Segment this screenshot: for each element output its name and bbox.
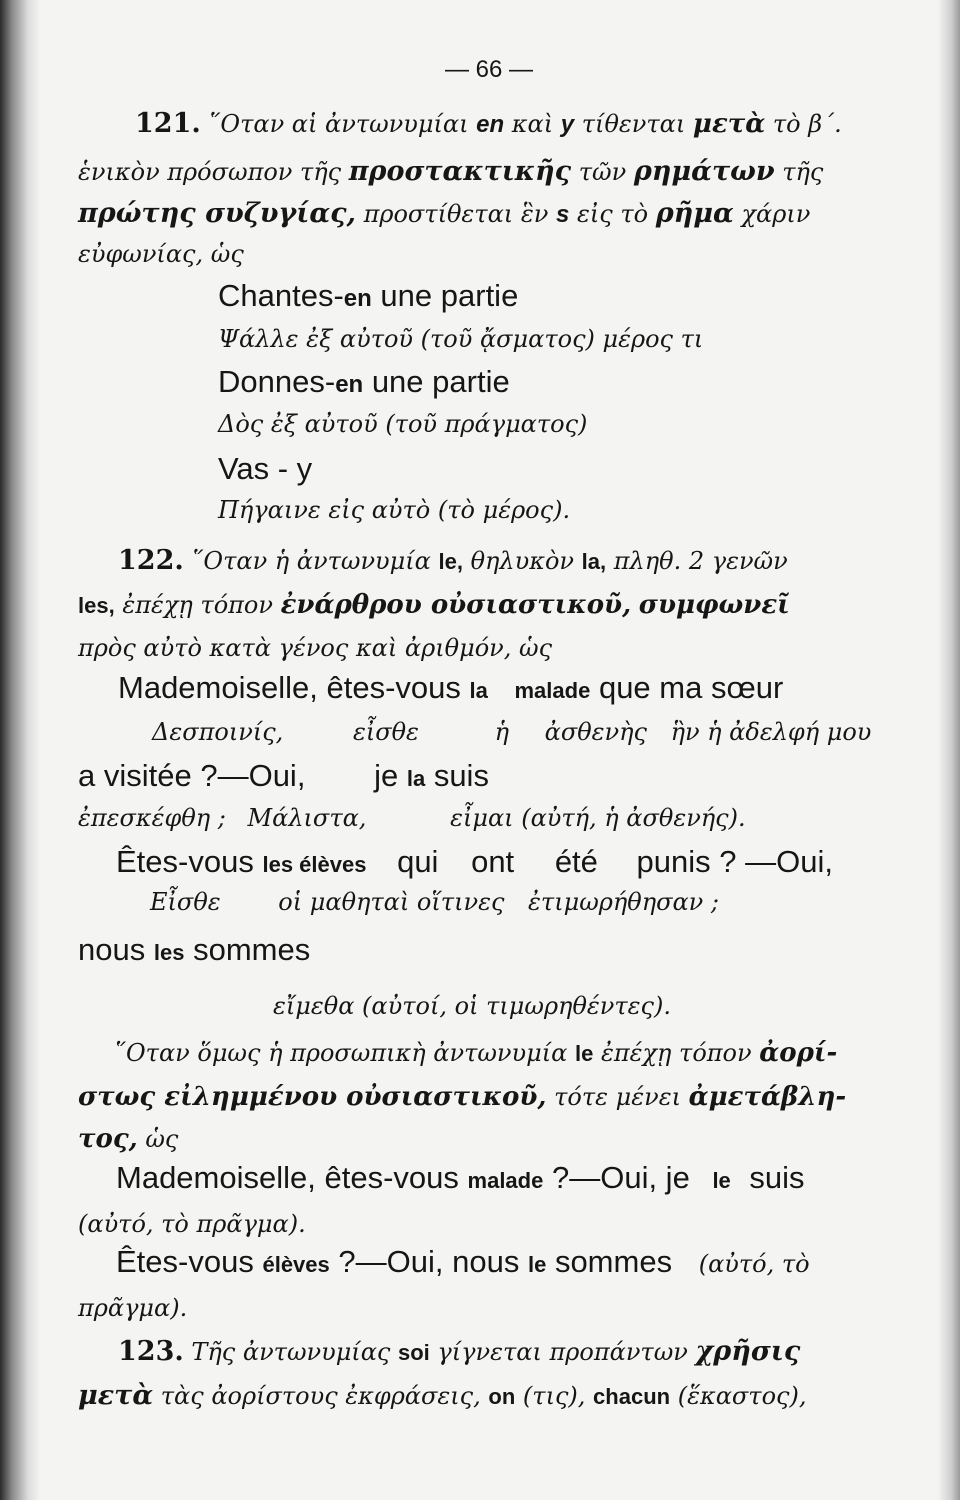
text: εἶσθε [352,718,419,746]
text: (τις), [522,1382,586,1410]
text: καὶ [511,110,554,138]
s121-line-1 [135,110,842,137]
term-on: on [488,1384,516,1409]
emphasis: ρῆμα [655,198,734,229]
text: τὰς ἀορίστους ἐκφράσεις, [160,1382,481,1410]
s122-line-1 [118,547,788,574]
s122-line-3: πρὸς αὐτὸ κατὰ γένος καὶ ἀριθμόν, ὡς [78,634,553,662]
text: ἣν ἡ ἀδελφή μου [670,718,872,746]
s121-example-2-fr [218,366,510,397]
term-y: y [560,111,575,138]
text: je [374,758,399,793]
s122-example-3-fr [116,846,833,877]
s122-para2-line-3 [78,1126,178,1152]
emphasis: χρῆσις [695,1336,801,1367]
text: τῆς [782,158,824,186]
text: γίγνεται προπάντων [437,1338,688,1366]
section-number-123: 123. [118,1336,184,1367]
text: ?—Oui, je [551,1160,690,1195]
text: ὡς [145,1125,179,1153]
term-malade: malade [467,1168,544,1193]
s122-example-2-fr [78,760,489,791]
text: τῶν [578,158,627,186]
term-le: le [527,1252,547,1277]
text: punis ? —Oui, [636,844,833,879]
s122-example-3-gr [150,890,719,914]
text: ἐπεσκέφθη ; [78,804,226,832]
s122-example-5-gr: (αὐτό, τὸ πρᾶγμα). [78,1210,306,1238]
text: χάριν [741,200,811,228]
text: εἶμαι (αὐτή, ἡ ἀσθενής). [450,804,746,832]
s121-example-1-gr: Ψάλλε ἐξ αὐτοῦ (τοῦ ᾄσματος) μέρος τι [218,325,704,353]
term-la: la, [581,549,607,574]
s122-example-2-gr [78,806,746,830]
emphasis: συμφωνεῖ [638,590,790,620]
text: οἱ μαθηταὶ οἵτινες [278,888,505,916]
term-en: en [335,371,364,398]
text: Μάλιστα, [247,804,367,832]
text: ἡ [494,718,509,746]
text: une partie [363,364,510,399]
text: ῞Οταν αἱ ἀντωνυμίαι [208,110,469,138]
text: τὸ β΄. [772,110,842,138]
text: Mademoiselle, êtes-vous [116,1160,459,1195]
emphasis: μετὰ [692,109,766,139]
emphasis: ἀμετάβλη- [688,1082,847,1112]
section-number-122: 122. [118,545,184,576]
term-malade: malade [514,678,591,703]
text: été [554,844,598,879]
term-les: les, [78,593,115,618]
text: ἀσθενὴς [544,718,647,746]
s121-line-4: εὐφωνίας, ὡς [78,240,244,268]
page-edge-shadow [938,0,960,1500]
term-le: le, [438,549,463,574]
text: Êtes-vous [116,844,254,879]
term-les-eleves: les élèves [262,852,367,877]
text: τίθενται [581,110,686,138]
text: ἐπέχῃ τόπον [122,591,273,619]
s123-line-2 [78,1382,806,1409]
text: une partie [371,278,519,313]
text: πληθ. 2 γενῶν [613,547,788,575]
text: (ἕκαστος), [677,1382,807,1410]
text: Δεσποινίς, [152,718,284,746]
s121-example-3-fr: Vas - y [218,451,313,486]
text: ?—Oui, nous [338,1244,520,1279]
emphasis: μετὰ [78,1380,154,1411]
book-spine-shadow [0,0,40,1500]
term-en: en [343,285,372,312]
s122-example-4-fr [78,934,310,965]
text: Donnes- [218,364,336,399]
term-s: s [555,201,570,228]
text: ἐπέχῃ τόπον [600,1039,752,1067]
text: Εἶσθε [150,888,221,916]
term-le: le [712,1168,731,1193]
emphasis: ἀορί- [759,1038,838,1068]
text: προστίθεται ἓν [363,200,549,228]
page-number: — 66 — [445,56,534,83]
text: Mademoiselle, êtes-vous [118,670,461,705]
term-en: en [476,111,505,138]
text: ont [471,844,515,879]
s122-para2-line-1 [114,1040,837,1066]
s121-example-2-gr: Δὸς ἐξ αὐτοῦ (τοῦ πράγματος) [218,410,588,438]
text: εἰς τὸ [576,200,649,228]
term-soi: soi [397,1340,430,1365]
text: Chantes- [218,278,344,313]
text: nous [78,932,146,967]
text: qui [397,844,439,879]
text: θηλυκὸν [470,547,574,575]
text: τότε μένει [554,1083,681,1111]
text: sommes [193,932,311,967]
s122-example-6-gr-cont: πρᾶγμα). [78,1294,188,1322]
emphasis: τος, [78,1124,138,1154]
s122-example-4-gr: εἴμεθα (αὐτοί, οἱ τιμωρηθέντες). [273,992,671,1020]
s123-line-1 [118,1338,800,1365]
text: sommes [554,1244,673,1279]
s122-example-5-fr [116,1162,805,1193]
text: ἐτιμωρήθησαν ; [528,888,719,916]
emphasis: στως εἰλημμένου οὐσιαστικοῦ, [78,1082,547,1112]
s122-example-1-fr [118,672,783,703]
text: (αὐτό, τὸ [698,1250,810,1278]
section-number-121: 121. [135,108,201,139]
term-la: la [406,766,426,791]
s122-example-1-gr [152,720,871,744]
s121-example-3-gr: Πήγαινε εἰς αὐτὸ (τὸ μέρος). [218,496,571,524]
emphasis: πρώτης συζυγίας, [78,198,356,229]
s122-para2-line-2 [78,1084,846,1110]
s121-example-1-fr [218,280,518,311]
term-les: les [153,940,185,965]
term-chacun: chacun [593,1384,671,1409]
term-la: la [469,678,488,703]
s122-example-6-fr [116,1246,810,1277]
s121-line-3 [78,200,810,227]
term-le: le [574,1041,594,1066]
text: Τῆς ἀντωνυμίας [191,1338,391,1366]
term-eleves: élèves [262,1252,330,1277]
text: suis [433,758,489,793]
text: ῞Οταν ἡ ἀντωνυμία [191,547,431,575]
emphasis: ρημάτων [633,156,775,187]
text: ἑνικὸν πρόσωπον τῆς [78,158,342,186]
text: ῞Οταν ὅμως ἡ προσωπικὴ ἀντωνυμία [114,1039,568,1067]
s121-line-2 [78,158,823,185]
text: a visitée ?—Oui, [78,758,306,793]
emphasis: ἐνάρθρου οὐσιαστικοῦ, [280,590,632,620]
emphasis: προστακτικῆς [348,156,572,187]
text: Êtes-vous [116,1244,254,1279]
text: suis [749,1160,805,1195]
s122-line-2 [78,592,790,618]
text: que ma sœur [598,670,784,705]
